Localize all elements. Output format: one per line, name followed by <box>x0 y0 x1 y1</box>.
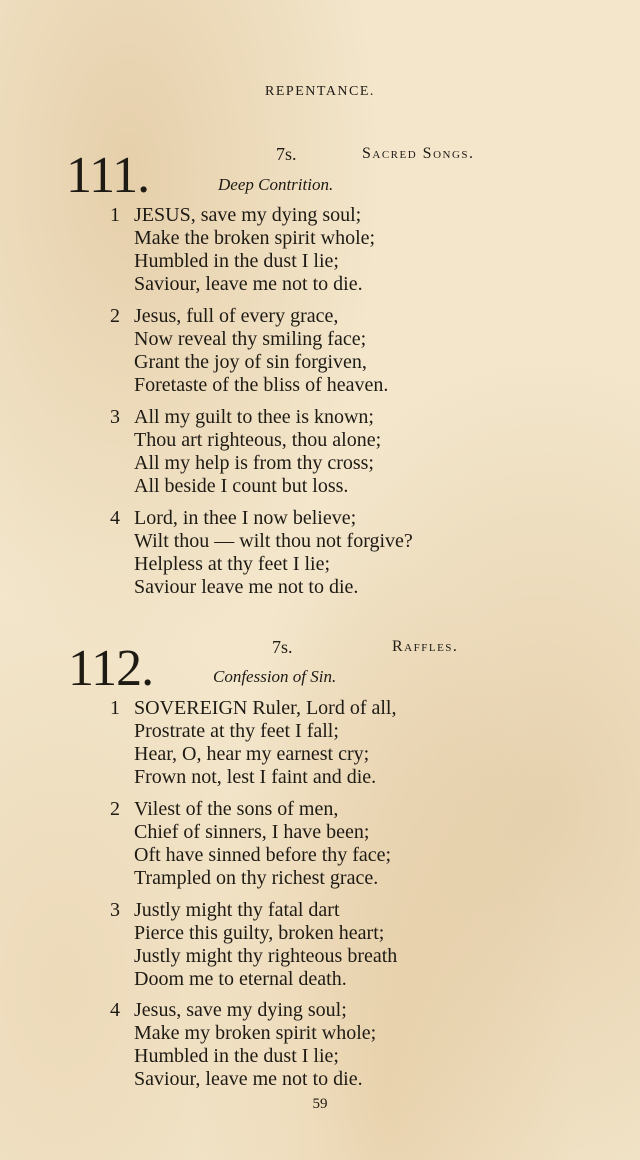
verse-line: Make the broken spirit whole; <box>134 227 376 249</box>
stanza-3 <box>110 406 381 498</box>
tune-name: Raffles. <box>392 638 459 655</box>
stanza-4 <box>110 999 376 1091</box>
hymn-number: 111. <box>66 147 150 204</box>
verse-number: 2 <box>110 798 120 820</box>
verse-line: Frown not, lest I faint and die. <box>134 766 377 788</box>
running-head: REPENTANCE. <box>265 84 375 99</box>
verse-number: 3 <box>110 899 120 921</box>
verse-line: 4 Lord, in thee I now believe; <box>110 507 357 529</box>
verse-line: Oft have sinned before thy face; <box>134 844 392 866</box>
verse-line: 3 All my guilt to thee is known; <box>110 406 374 428</box>
verse-number: 4 <box>110 999 120 1021</box>
stanza-2 <box>110 305 388 397</box>
verse-line: Justly might thy righteous breath <box>134 945 398 967</box>
stanza-1 <box>110 697 397 789</box>
stanza-3 <box>110 899 397 991</box>
hymn-subtitle: Deep Contrition. <box>218 175 334 194</box>
verse-line: Saviour, leave me not to die. <box>134 273 363 295</box>
meter: 7s. <box>276 144 297 164</box>
verse-number: 4 <box>110 507 120 529</box>
stanza-2 <box>110 798 391 890</box>
stanza-1 <box>110 204 375 296</box>
verse-line: Humbled in the dust I lie; <box>134 250 339 272</box>
verse-line: Humbled in the dust I lie; <box>134 1045 339 1067</box>
hymn-number: 112. <box>68 640 154 697</box>
verse-line: Saviour, leave me not to die. <box>134 1068 363 1090</box>
tune-name: Sacred Songs. <box>362 145 475 162</box>
verse-line: Foretaste of the bliss of heaven. <box>134 374 389 396</box>
verse-line: All my help is from thy cross; <box>134 452 374 474</box>
verse-line: Now reveal thy smiling face; <box>134 328 367 350</box>
verse-line: All beside I count but loss. <box>134 475 349 497</box>
verse-line: Chief of sinners, I have been; <box>134 821 370 843</box>
verse-line: Prostrate at thy feet I fall; <box>134 720 339 742</box>
meter: 7s. <box>272 637 293 657</box>
verse-line: 1 SOVEREIGN Ruler, Lord of all, <box>110 697 397 719</box>
verse-line: Doom me to eternal death. <box>134 968 347 990</box>
verse-number: 1 <box>110 204 120 226</box>
verse-line: Trampled on thy richest grace. <box>134 867 379 889</box>
verse-line: Helpless at thy feet I lie; <box>134 553 331 575</box>
verse-line: Grant the joy of sin forgiven, <box>134 351 367 373</box>
verse-number: 3 <box>110 406 120 428</box>
verse-line: Make my broken spirit whole; <box>134 1022 377 1044</box>
stanza-4 <box>110 507 413 599</box>
verse-line: Wilt thou — wilt thou not forgive? <box>134 530 413 552</box>
verse-line: Thou art righteous, thou alone; <box>134 429 382 451</box>
verse-number: 2 <box>110 305 120 327</box>
verse-number: 1 <box>110 697 120 719</box>
verse-line: Saviour leave me not to die. <box>134 576 359 598</box>
verse-line: 2 Vilest of the sons of men, <box>110 798 339 820</box>
verse-line: 1 JESUS, save my dying soul; <box>110 204 362 226</box>
hymn-subtitle: Confession of Sin. <box>213 667 337 686</box>
verse-line: Pierce this guilty, broken heart; <box>134 922 385 944</box>
verse-line: 3 Justly might thy fatal dart <box>110 899 340 921</box>
verse-line: 4 Jesus, save my dying soul; <box>110 999 347 1021</box>
page-number: 59 <box>312 1096 328 1112</box>
verse-line: 2 Jesus, full of every grace, <box>110 305 339 327</box>
verse-line: Hear, O, hear my earnest cry; <box>134 743 370 765</box>
